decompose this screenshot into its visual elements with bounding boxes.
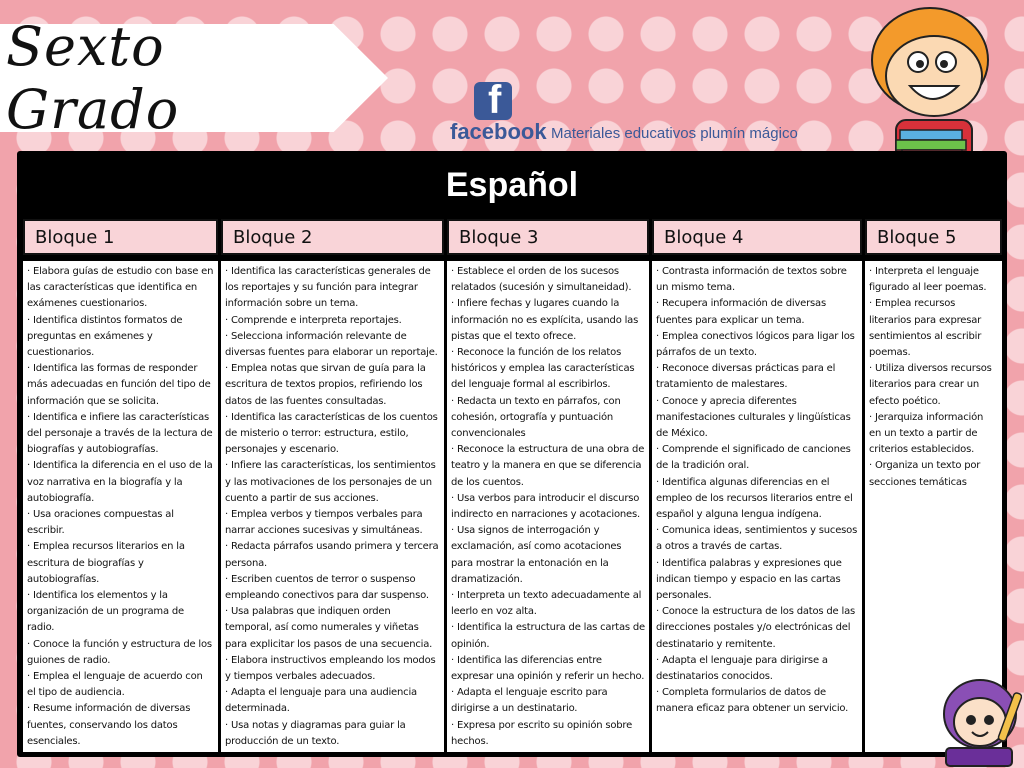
block-3-column [447, 219, 649, 752]
list-item: · Interpreta el lenguaje figurado al leer poemas. [869, 264, 998, 296]
mascot-logo [936, 674, 1022, 768]
list-item: · Usa signos de interrogación y exclamación, así como acotaciones para mostrar la entonación en la dramatización. [451, 523, 645, 588]
list-item: · Reconoce la función de los relatos históricos y emplea las características del lenguaje formal al escribirlos. [451, 345, 645, 394]
list-item: · Conoce la estructura de los datos de las direcciones postales y/o electrónicas del destinatario y remitente. [656, 604, 858, 653]
list-item: · Identifica distintos formatos de preguntas en exámenes y cuestionarios. [27, 313, 214, 362]
list-item: · Identifica los elementos y la organización de un programa de radio. [27, 588, 214, 637]
list-item: · Elabora instructivos empleando los modos y tiempos verbales adecuados. [225, 653, 440, 685]
list-item: · Conoce la función y estructura de los guiones de radio. [27, 637, 214, 669]
list-item: · Emplea conectivos lógicos para ligar los párrafos de un texto. [656, 329, 858, 361]
list-item: · Expresa por escrito su opinión sobre hechos. [451, 718, 645, 750]
list-item: · Conoce y aprecia diferentes manifestaciones culturales y lingüísticas de México. [656, 394, 858, 443]
list-item: · Infiere fechas y lugares cuando la información no es explícita, usando las pistas que el texto ofrece. [451, 296, 645, 345]
list-item: · Utiliza diversos recursos literarios para crear un efecto poético. [869, 361, 998, 410]
list-item: · Emplea recursos literarios para expresar sentimientos al escribir poemas. [869, 296, 998, 361]
block-1-header: Bloque 1 [23, 219, 218, 255]
block-4-body [652, 261, 862, 752]
block-1-body [23, 261, 218, 752]
list-item: · Identifica algunas diferencias en el empleo de los recursos literarios entre el español y alguna lengua indígena. [656, 475, 858, 524]
list-item: · Resume información de diversas fuentes, conservando los datos esenciales. [27, 701, 214, 750]
subject-title: Español [445, 165, 579, 204]
list-item: · Emplea notas que sirvan de guía para la escritura de textos propios, refiriendo los datos de las fuentes consultadas. [225, 361, 440, 410]
list-item: · Identifica las características generales de los reportajes y su función para integrar información sobre un tema. [225, 264, 440, 313]
list-item: · Identifica las formas de responder más adecuadas en función del tipo de información que se solicita. [27, 361, 214, 410]
list-item: · Selecciona información relevante de diversas fuentes para elaborar un reportaje. [225, 329, 440, 361]
list-item: · Infiere las características, los sentimientos y las motivaciones de los personajes de un cuento a partir de sus acciones. [225, 458, 440, 507]
list-item: · Organiza un texto por secciones temáticas [869, 458, 998, 490]
list-item: · Identifica la diferencia en el uso de la voz narrativa en la biografía y la autobiografía. [27, 458, 214, 507]
list-item: · Comprende el significado de canciones de la tradición oral. [656, 442, 858, 474]
list-item: · Redacta un texto en párrafos, con cohesión, ortografía y puntuación convencionales [451, 394, 645, 443]
list-item: · Usa palabras que indiquen orden temporal, así como numerales y viñetas para explicitar los pasos de una secuencia. [225, 604, 440, 653]
list-item: · Interpreta un texto adecuadamente al leerlo en voz alta. [451, 588, 645, 620]
facebook-tagline: Materiales educativos plumín mágico [551, 125, 798, 142]
block-4-column [652, 219, 862, 752]
list-item: · Reconoce diversas prácticas para el tratamiento de malestares. [656, 361, 858, 393]
list-item: · Identifica las diferencias entre expresar una opinión y referir un hecho. [451, 653, 645, 685]
block-5-column [865, 219, 1002, 752]
list-item: · Jerarquiza información en un texto a partir de criterios establecidos. [869, 410, 998, 459]
list-item: · Adapta el lenguaje para dirigirse a destinatarios conocidos. [656, 653, 858, 685]
list-item: · Identifica la estructura de las cartas de opinión. [451, 620, 645, 652]
list-item: · Establece el orden de los sucesos relatados (sucesión y simultaneidad). [451, 264, 645, 296]
block-3-header: Bloque 3 [447, 219, 649, 255]
list-item: · Emplea recursos literarios en la escritura de biografías y autobiografías. [27, 539, 214, 588]
list-item: · Recupera información de diversas fuentes para explicar un tema. [656, 296, 858, 328]
block-2-column [221, 219, 444, 752]
list-item: · Emplea verbos y tiempos verbales para narrar acciones sucesivas y simultáneas. [225, 507, 440, 539]
list-item: · Redacta párrafos usando primera y tercera persona. [225, 539, 440, 571]
block-2-body [221, 261, 444, 752]
block-4-header: Bloque 4 [652, 219, 862, 255]
list-item: · Usa notas y diagramas para guiar la producción de un texto. [225, 718, 440, 750]
list-item: · Identifica las características de los cuentos de misterio o terror: estructura, estilo, personajes y escenario. [225, 410, 440, 459]
list-item: · Contrasta información de textos sobre un mismo tema. [656, 264, 858, 296]
list-item: · Comunica ideas, sentimientos y sucesos a otros a través de cartas. [656, 523, 858, 555]
block-1-column [23, 219, 218, 752]
block-3-body [447, 261, 649, 752]
list-item: · Escriben cuentos de terror o suspenso empleando conectivos para dar suspenso. [225, 572, 440, 604]
list-item: · Adapta el lenguaje escrito para dirigirse a un destinatario. [451, 685, 645, 717]
block-2-header: Bloque 2 [221, 219, 444, 255]
list-item: · Reconoce la estructura de una obra de teatro y la manera en que se diferencia de los cuentos. [451, 442, 645, 491]
facebook-logo-text: facebook [450, 119, 547, 144]
list-item: · Completa formularios de datos de manera eficaz para obtener un servicio. [656, 685, 858, 717]
list-item: · Usa oraciones compuestas al escribir. [27, 507, 214, 539]
list-item: · Usa verbos para introducir el discurso indirecto en narraciones y acotaciones. [451, 491, 645, 523]
list-item: · Elabora guías de estudio con base en las características que identifica en exámenes cuestionarios. [27, 264, 214, 313]
block-5-header: Bloque 5 [865, 219, 1002, 255]
list-item: · Identifica palabras y expresiones que indican tiempo y espacio en las cartas personales. [656, 556, 858, 605]
list-item: · Emplea el lenguaje de acuerdo con el tipo de audiencia. [27, 669, 214, 701]
list-item: · Identifica e infiere las características del personaje a través de la lectura de biografías y autobiografías. [27, 410, 214, 459]
page-title: Sexto Grado [6, 15, 180, 141]
list-item: · Comprende e interpreta reportajes. [225, 313, 440, 329]
list-item: · Adapta el lenguaje para una audiencia determinada. [225, 685, 440, 717]
